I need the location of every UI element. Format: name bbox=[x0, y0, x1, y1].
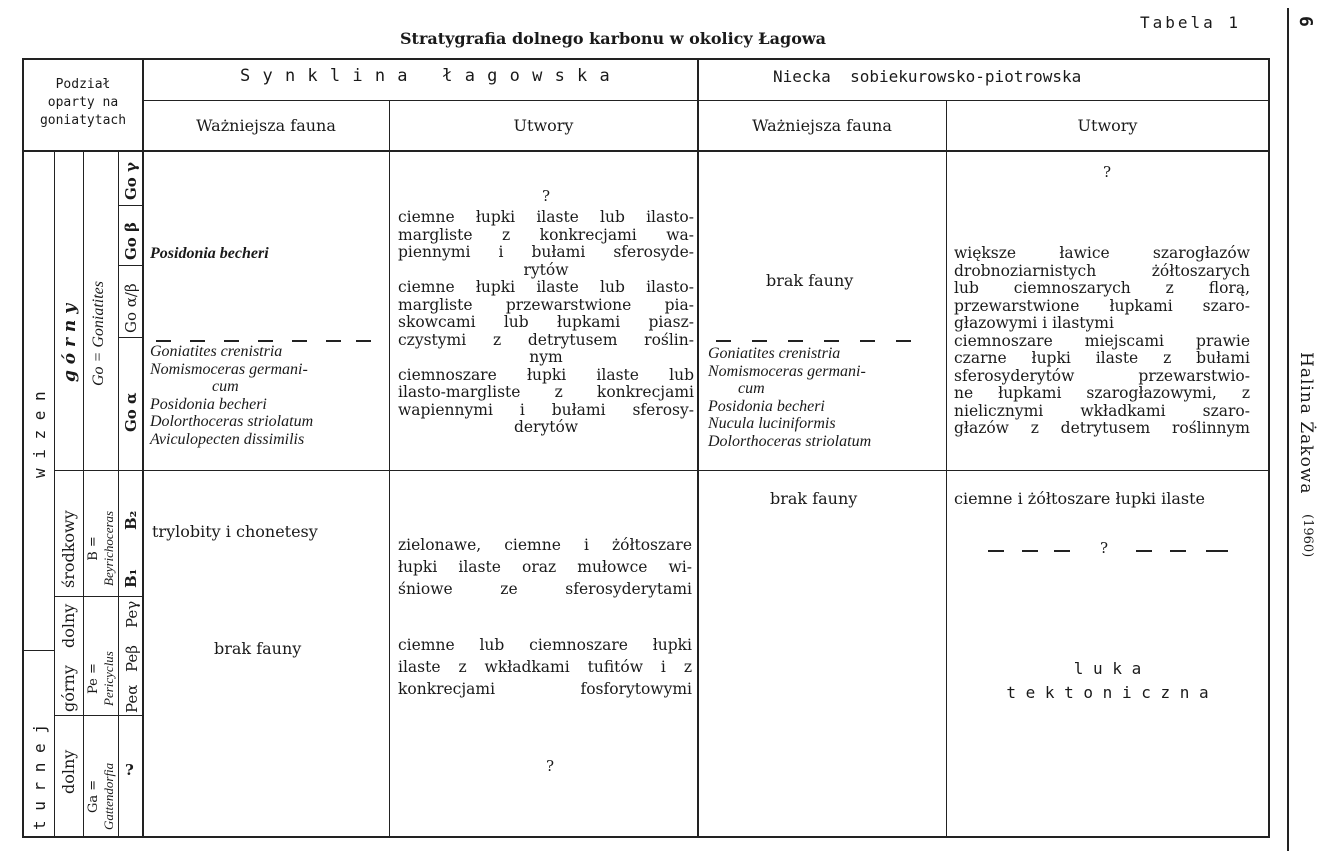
left-rocks-line: ciemne łupki ilaste lub ilasto- bbox=[398, 208, 694, 226]
left-fauna-line: Aviculopecten dissimilis bbox=[150, 430, 305, 448]
page-number: 6 bbox=[1295, 16, 1316, 27]
left-rocks-line: czystymi z detrytusem roślin- bbox=[398, 330, 694, 349]
label-b-1: B = bbox=[86, 536, 101, 561]
right-rocks-line: ciemnoszare miejscami prawie bbox=[954, 331, 1250, 350]
label-ga-2: Gattendorfia bbox=[101, 762, 116, 830]
right-rocks-line: przewarstwione łupkami szaro- bbox=[954, 296, 1250, 315]
header-division-line2: oparty na bbox=[47, 95, 119, 110]
left-rocks-line: skowcami lub łupkami piasz- bbox=[398, 313, 694, 331]
right-rocks-line: czarne łupki ilaste z bułami bbox=[954, 349, 1250, 367]
label-dolny-turnej: dolny bbox=[59, 749, 78, 794]
left-rocks-line: derytów bbox=[513, 418, 579, 436]
label-go-goniatites: Go = Goniatites bbox=[90, 280, 107, 386]
label-b-2: Beyrichoceras bbox=[101, 510, 116, 586]
right-rocks-question-top: ? bbox=[1103, 163, 1112, 181]
left-fauna-line: Goniatites crenistria bbox=[150, 343, 283, 360]
label-dolny-wizen: dolny bbox=[59, 603, 78, 648]
page-title: Stratygrafia dolnego karbonu w okolicy Łagowa bbox=[400, 29, 827, 48]
table-label: Tabela 1 bbox=[1140, 13, 1242, 32]
label-srodkowy: środkowy bbox=[59, 510, 78, 588]
left-rocks-srodkowy bbox=[398, 534, 692, 600]
left-rocks-question-bottom: ? bbox=[546, 757, 555, 775]
label-go-beta: Go β bbox=[122, 222, 140, 260]
right-fauna-line: Nucula luciniformis bbox=[708, 415, 836, 432]
left-rocks-line: piennymi i bułami sferosyde- bbox=[398, 243, 694, 261]
header-region-left: S y n k l i n a ł a g o w s k a bbox=[240, 66, 611, 86]
left-rocks-line: nym bbox=[529, 348, 563, 366]
left-rocks-line: margliste przewarstwione pia- bbox=[398, 295, 694, 314]
right-rocks-luka: l u k a bbox=[1073, 659, 1142, 678]
left-fauna-srodkowy: trylobity i chonetesy bbox=[152, 522, 318, 541]
header-division-line3: goniatytach bbox=[39, 113, 127, 128]
left-rocks-dolny bbox=[398, 634, 692, 700]
right-rocks-line: ne łupkami szarogłazowymi, z bbox=[954, 384, 1250, 402]
label-pe-beta: Peβ bbox=[123, 645, 141, 672]
left-fauna-crenistria bbox=[150, 343, 390, 448]
left-fauna-line: Nomismoceras germani- bbox=[150, 360, 308, 378]
label-b-beyrichoceras bbox=[86, 511, 116, 586]
left-rocks-line: ilaste z wkładkami tufitów i z bbox=[398, 658, 692, 676]
right-rocks-line: głazowymi i ilastymi bbox=[954, 314, 1114, 332]
header-fauna-right: Ważniejsza fauna bbox=[752, 116, 892, 135]
right-rocks-upper bbox=[954, 245, 1250, 438]
right-fauna-brak-srodkowy: brak fauny bbox=[770, 489, 858, 508]
right-fauna-line: Dolorthoceras striolatum bbox=[708, 432, 872, 450]
left-rocks-line: ciemne łupki ilaste lub ilasto- bbox=[398, 278, 694, 296]
right-rocks-srodkowy: ciemne i żółtoszare łupki ilaste bbox=[954, 489, 1205, 508]
label-gorny: g ó r n y bbox=[60, 303, 80, 382]
left-rocks-question-top: ? bbox=[542, 187, 551, 205]
label-ga-gattendorfia bbox=[86, 763, 116, 830]
header-division-line1: Podział bbox=[55, 77, 111, 92]
right-fauna-brak-upper: brak fauny bbox=[766, 271, 854, 290]
right-rocks-line: nielicznymi wkładkami szaro- bbox=[954, 401, 1250, 420]
left-rocks-line: ilasto-margliste z konkrecjami bbox=[398, 383, 694, 401]
label-gorny-turnej: górny bbox=[59, 665, 78, 712]
left-rocks-line: łupki ilaste oraz mułowce wi- bbox=[398, 558, 692, 576]
label-pe-pericyclus bbox=[86, 651, 116, 706]
right-fauna-line: cum bbox=[738, 380, 765, 397]
right-rocks-question-middle: ? bbox=[1100, 539, 1109, 557]
header-region-right: Niecka sobiekurowsko-piotrowska bbox=[773, 67, 1082, 86]
page-margin-rule bbox=[1287, 8, 1289, 851]
label-ga-question: ? bbox=[125, 761, 134, 779]
left-fauna-posidonia: Posidonia becheri bbox=[150, 245, 269, 262]
right-fauna-line: Goniatites crenistria bbox=[708, 345, 841, 362]
header-fauna-left: Ważniejsza fauna bbox=[196, 116, 336, 135]
label-pe-2: Pericyclus bbox=[101, 651, 116, 706]
left-rocks-line: ciemne lub ciemnoszare łupki bbox=[398, 636, 692, 654]
right-rocks-tektoniczna: t e k t o n i c z n a bbox=[1006, 683, 1209, 702]
margin-year: (1960) bbox=[1300, 514, 1315, 558]
margin-author: Halina Żakowa bbox=[1296, 352, 1316, 495]
left-rocks-line: margliste z konkrecjami wa- bbox=[398, 225, 694, 244]
left-fauna-line: Dolorthoceras striolatum bbox=[150, 413, 314, 430]
left-rocks-upper bbox=[398, 209, 694, 437]
left-rocks-line: wapiennymi i bułami sferosy- bbox=[398, 400, 694, 419]
right-rocks-line: drobnoziarnistych żółtoszarych bbox=[954, 261, 1250, 280]
header-rocks-left: Utwory bbox=[513, 116, 574, 135]
left-fauna-line: Posidonia becheri bbox=[150, 395, 267, 413]
right-rocks-line: większe ławice szarogłazów bbox=[954, 244, 1250, 262]
right-rocks-line: sferosyderytów przewarstwio- bbox=[954, 366, 1250, 385]
label-go-alpha-beta: Go α/β bbox=[122, 283, 140, 333]
left-fauna-brak: brak fauny bbox=[214, 639, 302, 658]
right-fauna-crenistria bbox=[708, 345, 946, 450]
right-rocks-line: głazów z detrytusem roślinnym bbox=[954, 419, 1250, 437]
header-rocks-right: Utwory bbox=[1077, 116, 1138, 135]
label-go-gamma: Go γ bbox=[122, 162, 140, 200]
left-rocks-line: ciemnoszare łupki ilaste lub bbox=[398, 365, 694, 384]
header-division bbox=[24, 76, 142, 130]
label-pe-alpha: Peα bbox=[123, 684, 141, 713]
left-rocks-line: rytów bbox=[523, 260, 569, 279]
label-wizen: w i z e n bbox=[30, 391, 49, 478]
label-b1: B₁ bbox=[122, 568, 140, 588]
left-rocks-line: zielonawe, ciemne i żółtoszare bbox=[398, 536, 692, 554]
label-ga-1: Ga = bbox=[86, 779, 101, 813]
label-turnej: t u r n e j bbox=[30, 724, 49, 830]
left-rocks-line: konkrecjami fosforytowymi bbox=[398, 680, 692, 698]
left-fauna-line: cum bbox=[212, 378, 239, 395]
right-rocks-line: lub ciemnoszarych z florą, bbox=[954, 279, 1250, 297]
right-fauna-line: Nomismoceras germani- bbox=[708, 362, 866, 380]
label-pe-1: Pe = bbox=[86, 663, 101, 695]
label-pe-gamma: Peγ bbox=[123, 600, 141, 628]
right-fauna-line: Posidonia becheri bbox=[708, 397, 825, 415]
label-go-alpha: Go α bbox=[122, 392, 140, 432]
left-rocks-line: śniowe ze sferosyderytami bbox=[398, 580, 692, 598]
label-b2: B₂ bbox=[122, 510, 140, 530]
